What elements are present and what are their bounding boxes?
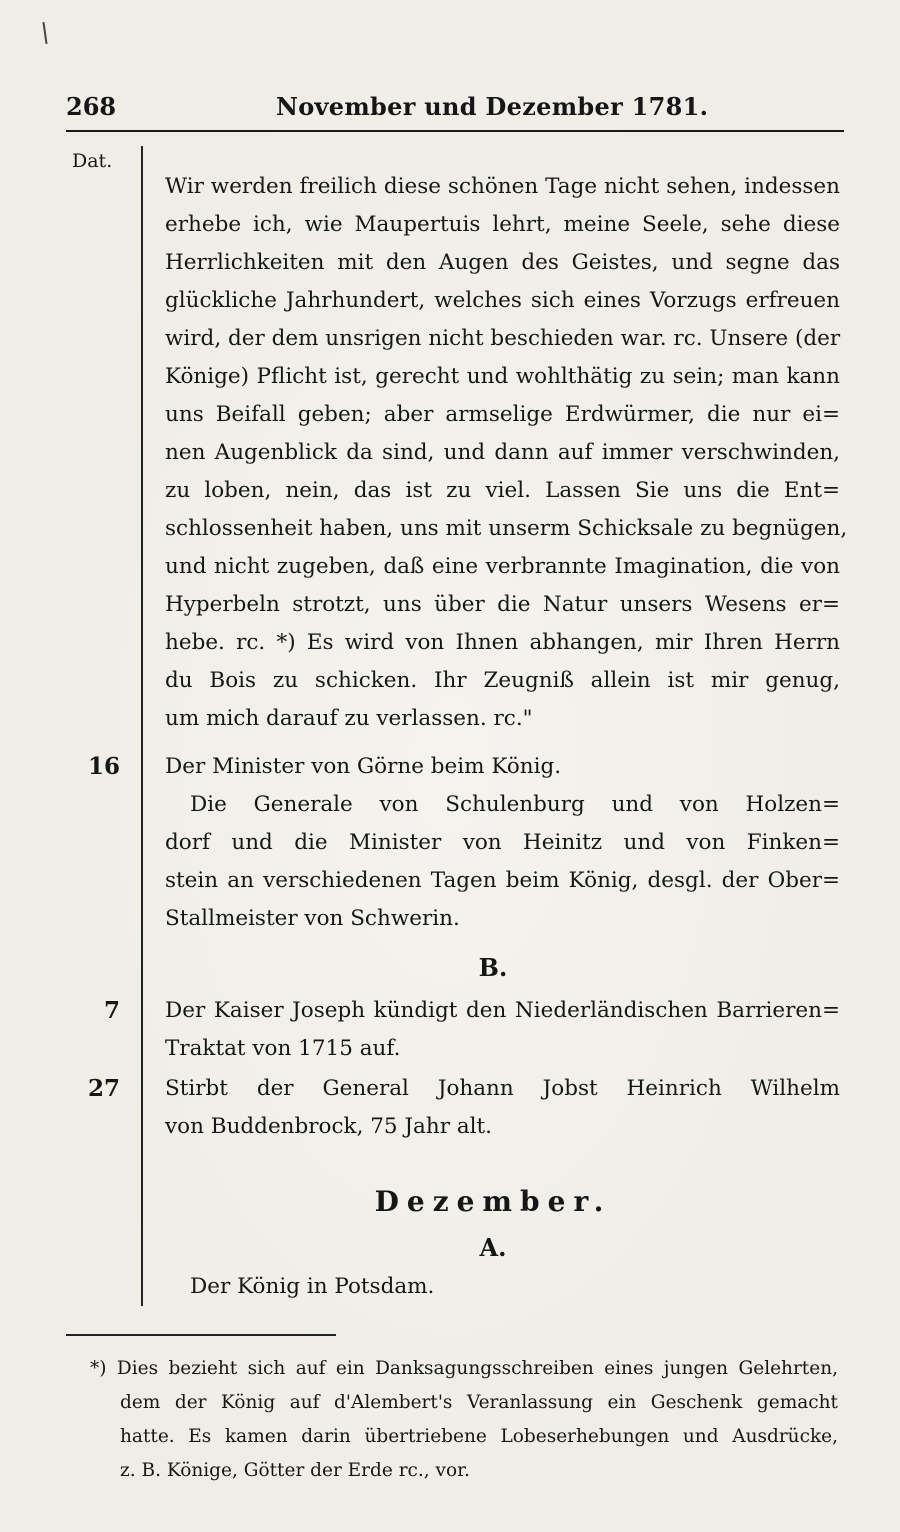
quote-line: Könige) Pflicht ist, gerecht und wohlthätig zu sein; man kann: [165, 364, 840, 389]
entry-line: Die Generale von Schulenburg und von Holzen=: [190, 792, 840, 817]
footnote-line: hatte. Es kamen darin übertriebene Lobeserhebungen und Ausdrücke,: [120, 1426, 838, 1447]
entry-line: Stirbt der General Johann Jobst Heinrich Wilhelm: [165, 1076, 840, 1101]
entry-line: Der Minister von Görne beim König.: [165, 754, 562, 779]
quote-line: erhebe ich, wie Maupertuis lehrt, meine Seele, sehe diese: [165, 212, 840, 237]
entry-line: Stallmeister von Schwerin.: [165, 906, 460, 931]
quote-line: zu loben, nein, das ist zu viel. Lassen Sie uns die Ent=: [165, 478, 840, 503]
entry-line: Der Kaiser Joseph kündigt den Niederländischen Barrieren=: [165, 998, 840, 1023]
page-number: 268: [66, 92, 117, 121]
section-heading: A.: [479, 1233, 507, 1262]
quote-line: hebe. rc. *) Es wird von Ihnen abhangen, mir Ihren Herrn: [165, 630, 840, 655]
quote-line: schlossenheit haben, uns mit unserm Schicksale zu begnügen,: [165, 516, 848, 541]
footnote-line: dem der König auf d'Alembert's Veranlassung ein Geschenk gemacht: [120, 1392, 838, 1413]
quote-line: du Bois zu schicken. Ihr Zeugniß allein ist mir genug,: [165, 668, 840, 693]
running-title: November und Dezember 1781.: [276, 92, 709, 121]
month-heading: Dezember.: [374, 1185, 612, 1218]
margin-mark: [42, 22, 47, 44]
section-heading: B.: [478, 953, 508, 982]
quote-line: Herrlichkeiten mit den Augen des Geistes, und segne das: [165, 250, 840, 275]
footnote-rule: [66, 1334, 336, 1336]
date-column-rule: [141, 146, 143, 1306]
quote-line: und nicht zugeben, daß eine verbrannte Imagination, die von: [165, 554, 840, 579]
quote-line: wird, der dem unsrigen nicht beschieden war. rc. Unsere (der: [165, 326, 841, 351]
footnote-line: z. B. Könige, Götter der Erde rc., vor.: [120, 1460, 470, 1481]
quote-line: Wir werden freilich diese schönen Tage nicht sehen, indessen: [165, 174, 840, 199]
entry-line: von Buddenbrock, 75 Jahr alt.: [165, 1114, 492, 1139]
quote-line: uns Beifall geben; aber armselige Erdwürmer, die nur ei=: [165, 402, 840, 427]
entry-date: 7: [103, 997, 120, 1024]
date-column-label: Dat.: [72, 150, 113, 172]
entry-line: Der König in Potsdam.: [190, 1274, 435, 1299]
quote-line: glückliche Jahrhundert, welches sich eines Vorzugs erfreuen: [165, 288, 840, 313]
quote-line: nen Augenblick da sind, und dann auf immer verschwinden,: [165, 440, 840, 465]
entry-line: Traktat von 1715 auf.: [165, 1036, 401, 1061]
quote-line: Hyperbeln strotzt, uns über die Natur unsers Wesens er=: [165, 592, 840, 617]
page-header: [66, 92, 846, 132]
entry-date: 27: [87, 1075, 120, 1102]
footnote-line: *) Dies bezieht sich auf ein Danksagungsschreiben eines jungen Gelehrten,: [90, 1358, 838, 1379]
header-rule: [66, 130, 844, 132]
entry-date: 16: [87, 753, 120, 780]
quote-line: um mich darauf zu verlassen. rc.": [165, 706, 533, 731]
entry-line: dorf und die Minister von Heinitz und von Finken=: [165, 830, 840, 855]
entry-line: stein an verschiedenen Tagen beim König, desgl. der Ober=: [165, 868, 840, 893]
